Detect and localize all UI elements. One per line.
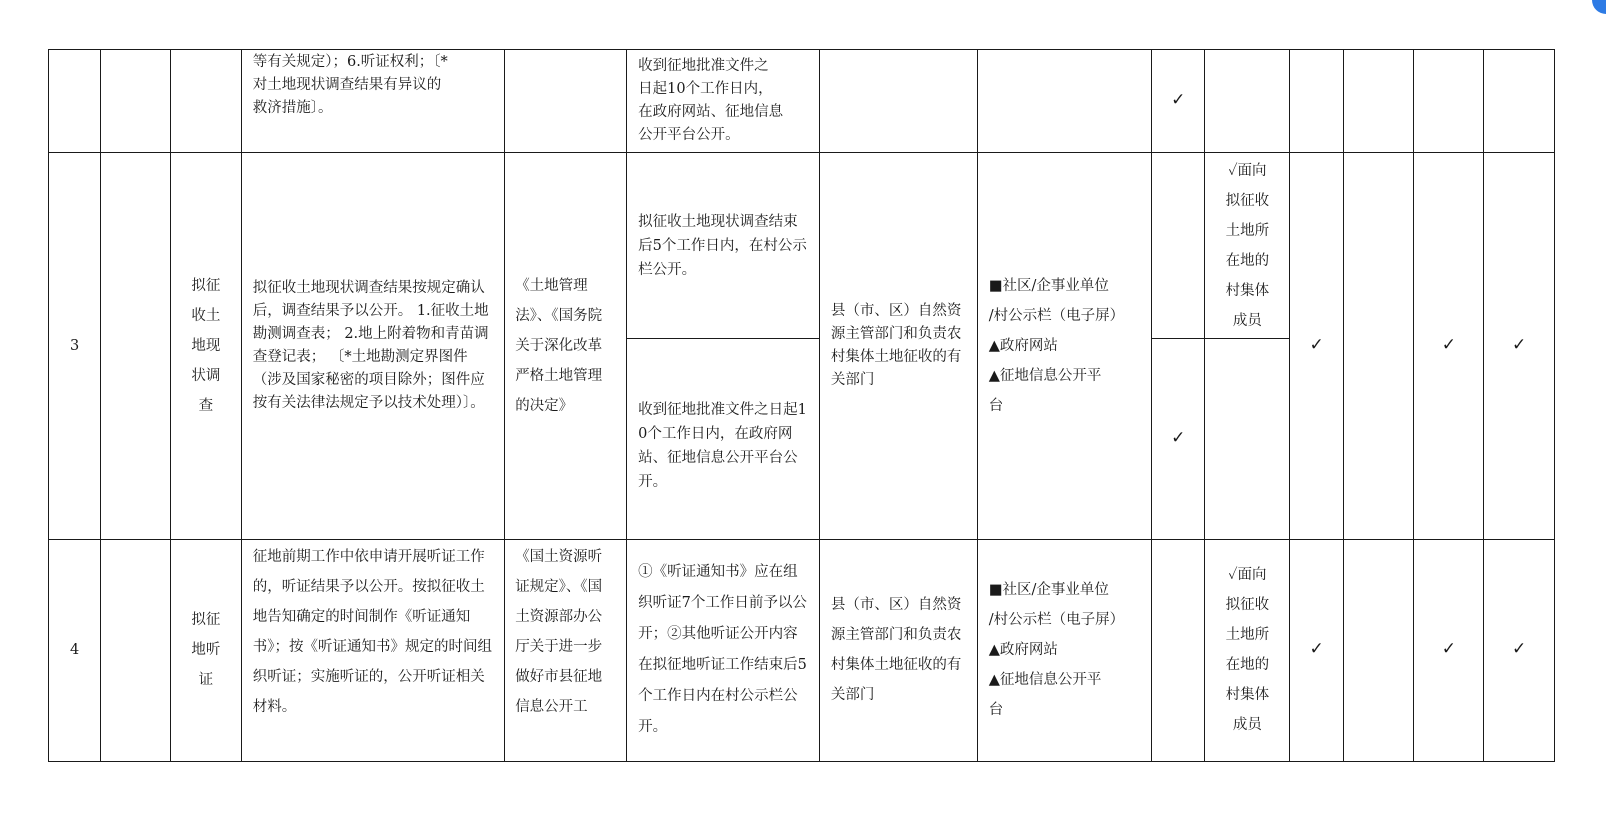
cell-content — [241, 153, 504, 540]
cell-item — [170, 539, 241, 761]
scope-text: ✓面向 拟征收 土地所 在地的 村集体 成员 — [1225, 162, 1270, 329]
basis-text: 《土地管理法》、《国务院关于深化改革严格土地管理的决定》 — [515, 278, 603, 415]
cell-empty — [101, 50, 171, 153]
cell-subject — [819, 539, 977, 761]
cell-content — [241, 539, 504, 761]
cell-check — [1152, 50, 1205, 153]
cell-empty — [1414, 50, 1484, 153]
content-text: 等有关规定）；6.听证权利；〔* 对土地现状调查结果有异议的 救济措施〕。 — [252, 54, 448, 116]
cell-empty — [1343, 153, 1414, 540]
cell-empty — [819, 50, 977, 153]
row-number: 3 — [70, 337, 80, 354]
item-name: 拟征 地听 证 — [191, 612, 221, 689]
disclosure-table — [48, 49, 1555, 762]
cell-channels — [977, 539, 1151, 761]
subject-text: 县（市、区）自然资源主管部门和负责农村集体土地征收的有关部门 — [830, 303, 962, 389]
cell-scope — [1205, 539, 1290, 761]
cell-item — [170, 153, 241, 540]
check-mark: ✓ — [1441, 335, 1456, 356]
cell-content — [241, 50, 504, 153]
check-mark: ✓ — [1511, 335, 1527, 356]
time-limit-text: 拟征收土地现状调查结束后5个工作日内，在村公示栏公开。 — [638, 213, 807, 278]
check-mark: ✓ — [1441, 639, 1456, 660]
scope-text: ✓面向 拟征收 土地所 在地的 村集体 成员 — [1225, 567, 1270, 734]
cell-subject — [819, 153, 977, 540]
cell-check — [1414, 539, 1484, 761]
cell-empty — [1152, 153, 1205, 339]
cell-empty — [1484, 50, 1555, 153]
basis-text: 《国土资源听证规定》、《国土资源部办公厅关于进一步做好市县征地信息公开工 — [515, 548, 603, 715]
check-mark: ✓ — [1309, 335, 1324, 356]
cell-empty — [977, 50, 1151, 153]
cell-empty — [170, 50, 241, 153]
cell-check — [1152, 339, 1205, 540]
cell-time-limit — [627, 339, 820, 540]
time-limit-text: ①《听证通知书》应在组织听证7个工作日前予以公开；②其他听证公开内容在拟征地听证工作结束后5个工作日内在村公示栏公开。 — [638, 563, 807, 735]
cell-empty — [1205, 50, 1290, 153]
cell-time-limit — [627, 153, 820, 339]
cell-channels — [977, 153, 1151, 540]
cell-check — [1290, 153, 1343, 540]
channels-text: ■社区/企事业单位 /村公示栏（电子屏） ▲政府网站 ▲征地信息公开平 台 — [988, 582, 1125, 719]
check-mark: ✓ — [1511, 639, 1527, 660]
cell-check — [1290, 539, 1343, 761]
content-text: 拟征收土地现状调查结果按规定确认后，调查结果予以公开。 1.征收土地勘测调查表； 2.地上附着物和青苗调查登记表； 〔*土地勘测定界图件（涉及国家秘密的项目除外；图件应按有关法律法规定予以技术处理）〕。 — [252, 280, 489, 412]
cell-check — [1484, 539, 1555, 761]
cell-empty — [1290, 50, 1343, 153]
cell-time-limit — [627, 50, 820, 153]
item-name: 拟征 收土 地现 状调 查 — [191, 278, 221, 415]
check-mark: ✓ — [1171, 90, 1186, 111]
cell-empty — [101, 539, 171, 761]
table-row-item-4 — [49, 539, 1555, 761]
cell-time-limit — [627, 539, 820, 761]
cell-check — [1484, 153, 1555, 540]
cell-empty — [1152, 539, 1205, 761]
content-text: 征地前期工作中依申请开展听证工作的，听证结果予以公开。按拟征收土地告知确定的时间制作《听证通知书》；按《听证通知书》规定的时间组织听证；实施听证的，公开听证相关材料。 — [252, 548, 492, 715]
cell-empty — [1343, 50, 1414, 153]
cell-number — [49, 539, 101, 761]
table-row-item-3 — [49, 153, 1555, 339]
cell-basis — [505, 153, 627, 540]
cell-empty — [1343, 539, 1414, 761]
corner-badge — [1592, 0, 1606, 14]
cell-number — [49, 153, 101, 540]
row-number: 4 — [70, 641, 80, 658]
cell-basis — [505, 539, 627, 761]
time-limit-text: 收到征地批准文件之 日起10个工作日内， 在政府网站、征地信息 公开平台公开。 — [638, 58, 784, 144]
cell-check — [1414, 153, 1484, 540]
cell-scope — [1205, 153, 1290, 339]
subject-text: 县（市、区）自然资源主管部门和负责农村集体土地征收的有关部门 — [830, 597, 962, 704]
cell-empty — [1205, 339, 1290, 540]
time-limit-text: 收到征地批准文件之日起10个工作日内，在政府网站、征地信息公开平台公开。 — [638, 402, 807, 491]
phase-label — [99, 399, 167, 499]
check-mark: ✓ — [1309, 639, 1324, 660]
cell-empty — [49, 50, 101, 153]
check-mark: ✓ — [1171, 428, 1186, 449]
channels-text: ■社区/企事业单位 /村公示栏（电子屏） ▲政府网站 ▲征地信息公开平 台 — [988, 278, 1125, 415]
table-row-continuation — [49, 50, 1555, 153]
cell-empty — [505, 50, 627, 153]
